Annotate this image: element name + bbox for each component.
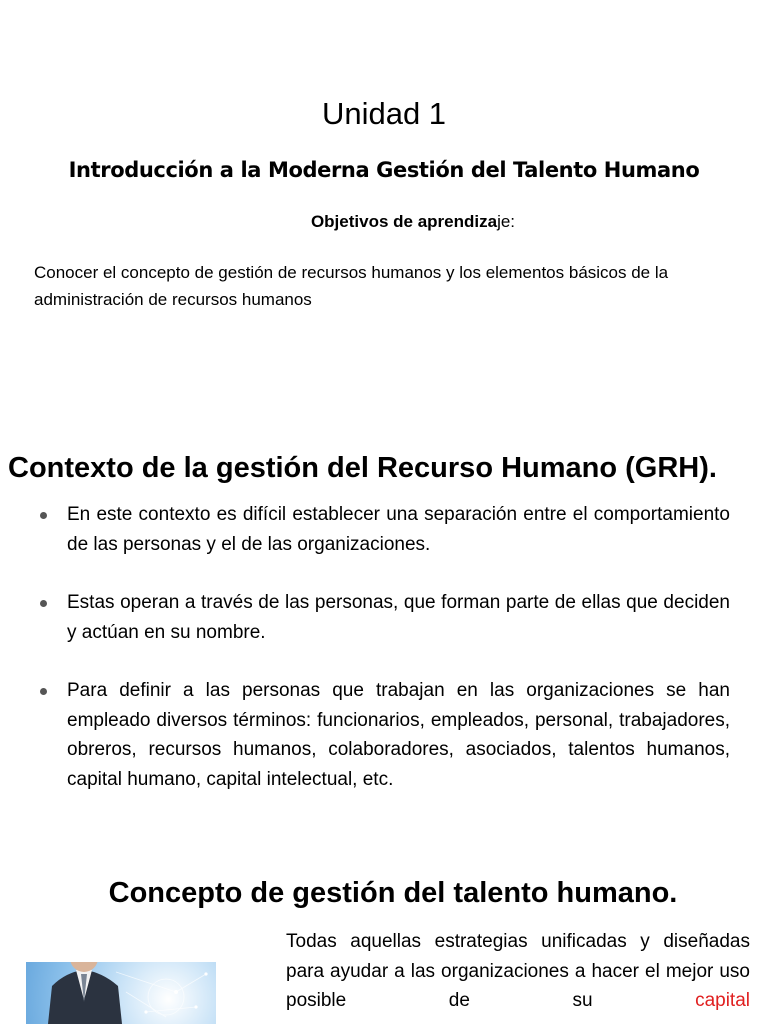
list-item — [36, 676, 730, 794]
list-item — [36, 500, 730, 559]
list-item — [36, 588, 730, 647]
bullet-text: Para definir a las personas que trabajan en las organizaciones se han empleado diversos términos: funcionarios, empleados, personal, trabajadores, obreros, recursos humanos, colaboradores, asociados, talentos humanos, capital humano, capital intelectual, etc. — [67, 680, 730, 790]
bullet-icon — [40, 512, 47, 519]
bullet-icon — [40, 600, 47, 607]
bullet-text: En este contexto es difícil establecer una separación entre el comportamiento de las personas y el de las organizaciones. — [67, 504, 730, 555]
businessman-network-image — [26, 962, 216, 1024]
objectives-label-bold: Objetivos de aprendiza — [310, 212, 498, 231]
objectives-label — [0, 212, 768, 232]
objectives-label-rest: je: — [497, 212, 516, 231]
objective-text: Conocer el concepto de gestión de recursos humanos y los elementos básicos de la administración de recursos humanos — [34, 263, 669, 309]
bullet-text: Estas operan a través de las personas, que forman parte de ellas que deciden y actúan en su nombre. — [67, 592, 730, 643]
concept-text-body: Todas aquellas estrategias unificadas y diseñadas para ayudar a las organizaciones a hacer el mejor uso posible de su — [286, 931, 750, 1011]
context-bullet-list — [36, 500, 730, 823]
context-heading: Contexto de la gestión del Recurso Humano (GRH). — [8, 452, 717, 484]
unit-title: Unidad 1 — [321, 96, 447, 131]
intro-title: Introducción a la Moderna Gestión del Talento Humano — [68, 158, 700, 182]
concept-text-highlight: capital — [695, 990, 750, 1011]
concept-text — [286, 927, 750, 1016]
concept-heading: Concepto de gestión del talento humano. — [108, 877, 678, 909]
bullet-icon — [40, 688, 47, 695]
